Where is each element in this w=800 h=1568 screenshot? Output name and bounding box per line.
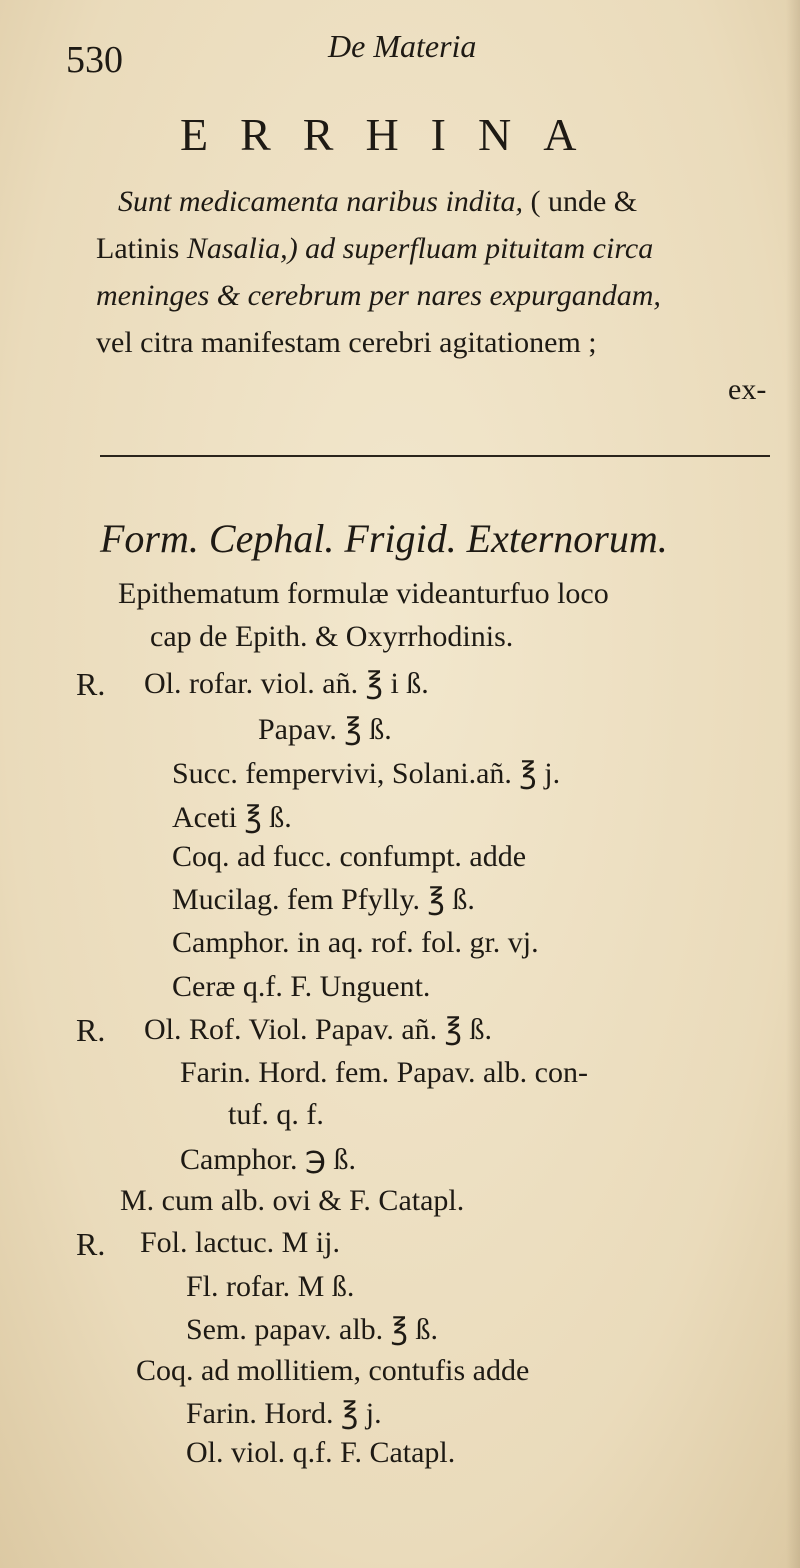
recipe-1-line: Papav. ℥ ß. — [258, 713, 392, 746]
recipe-3-line: Fol. lactuc. M ij. — [140, 1226, 340, 1259]
recipe-3-line: Coq. ad mollitiem, contufis adde — [136, 1354, 530, 1387]
formula-title: Form. Cephal. Frigid. Externorum. — [100, 516, 668, 561]
recipe-2-line: Farin. Hord. fem. Papav. alb. con- — [180, 1056, 588, 1089]
recipe-3-line: Sem. papav. alb. ℥ ß. — [186, 1313, 438, 1346]
recipe-1-line: Ceræ q.f. F. Unguent. — [172, 970, 431, 1003]
running-head: De Materia — [328, 28, 477, 64]
page-edge-shadow — [786, 0, 800, 1568]
recipe-1-line: Camphor. in aq. rof. fol. gr. vj. — [172, 926, 539, 959]
recipe-3-line: Fl. rofar. M ß. — [186, 1270, 355, 1303]
recipe-1-line: Aceti ℥ ß. — [172, 801, 292, 834]
recipe-2-line: M. cum alb. ovi & F. Catapl. — [120, 1184, 465, 1217]
recipe-2-line: tuf. q. f. — [228, 1098, 324, 1131]
section-title: ERRHINA — [180, 109, 609, 160]
definition-line-1-roman: ( unde & — [522, 185, 638, 218]
intro-line-2: cap de Epith. & Oxyrrhodinis. — [150, 620, 514, 653]
definition-line-1 — [118, 185, 637, 219]
definition-line-2 — [96, 232, 653, 266]
recipe-3-line: Ol. viol. q.f. F. Catapl. — [186, 1436, 456, 1469]
section-divider — [100, 455, 770, 457]
intro-line-1: Epithematum formulæ videanturfuo loco — [118, 577, 609, 610]
recipe-3-line: Farin. Hord. ℥ j. — [186, 1397, 382, 1430]
page-number: 530 — [66, 39, 123, 81]
catchword: ex- — [728, 373, 767, 406]
definition-line-3 — [96, 279, 661, 313]
definition-line-2-italic-a: Nasalia, — [186, 232, 288, 265]
recipe-3-rx-symbol: R. — [76, 1226, 106, 1262]
definition-line-4: vel citra manifestam cerebri agitationem ; — [96, 326, 597, 359]
recipe-1-line: Coq. ad fucc. confumpt. adde — [172, 840, 527, 873]
definition-line-1-italic: Sunt medicamenta naribus indita, — [118, 185, 523, 218]
recipe-1-line: Mucilag. fem Pfylly. ℥ ß. — [172, 883, 475, 916]
recipe-2-line: Ol. Rof. Viol. Papav. añ. ℥ ß. — [144, 1013, 493, 1046]
recipe-2-rx-symbol: R. — [76, 1012, 106, 1048]
definition-line-2-roman: Latinis — [96, 232, 187, 265]
definition-line-2-italic-b: ) ad superfluam pituitam circa — [287, 232, 654, 265]
definition-line-3-italic: meninges & cerebrum per nares expurgandam, — [96, 279, 661, 312]
recipe-1-line: Ol. rofar. viol. añ. ℥ i ß. — [144, 667, 429, 700]
recipe-1-line: Succ. fempervivi, Solani.añ. ℥ j. — [172, 757, 561, 790]
recipe-2-line: Camphor. ℈ ß. — [180, 1143, 356, 1176]
recipe-1-rx-symbol: R. — [76, 666, 106, 702]
